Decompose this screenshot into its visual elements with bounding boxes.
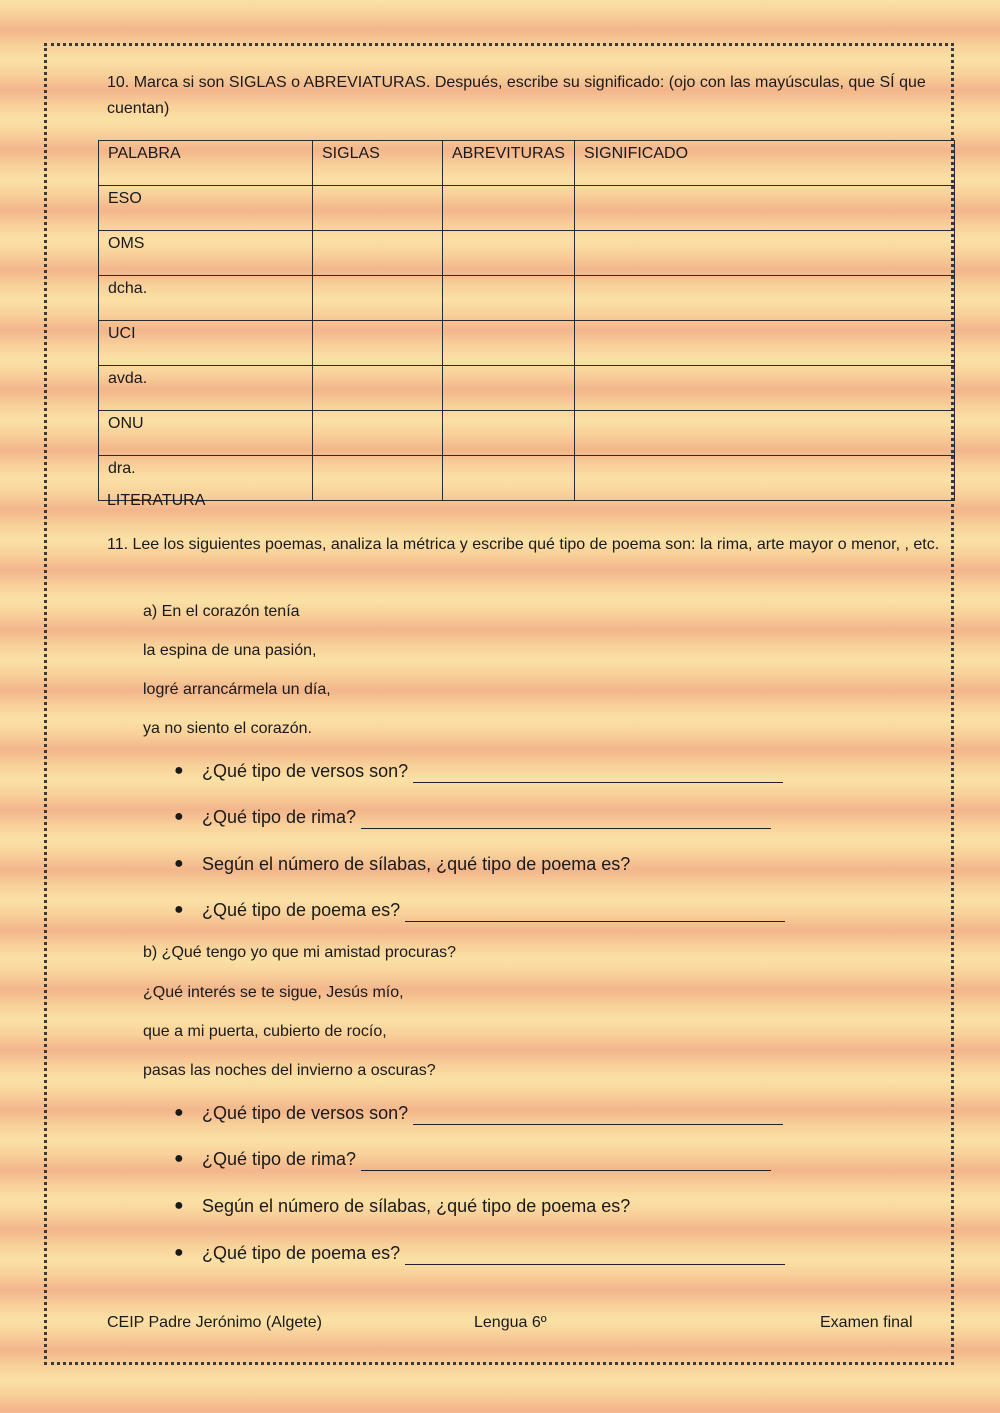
significado-cell[interactable] [575,411,955,456]
question-text: Según el número de sílabas, ¿qué tipo de poema es? [202,1196,631,1216]
bullet-icon: ● [174,762,184,779]
significado-cell[interactable] [575,456,955,501]
poem-a-line-2: la espina de una pasión, [143,642,317,659]
table-row [99,276,955,321]
poem-a-question-verses [174,759,783,783]
footer-school: CEIP Padre Jerónimo (Algete) [107,1314,322,1331]
poem-b-question-verses [174,1101,783,1125]
question-text: ¿Qué tipo de versos son? [202,761,409,781]
bullet-icon: ● [174,1244,184,1261]
footer-exam: Examen final [820,1314,913,1331]
answer-line[interactable] [405,1246,785,1265]
question-text: ¿Qué tipo de rima? [202,1149,357,1169]
bullet-icon: ● [174,1150,184,1167]
bullet-icon: ● [174,808,184,825]
question-text: Según el número de sílabas, ¿qué tipo de poema es? [202,854,631,874]
abreviaturas-cell[interactable] [443,186,575,231]
significado-cell[interactable] [575,276,955,321]
word-cell: avda. [99,366,313,411]
bullet-icon: ● [174,901,184,918]
siglas-table [98,140,955,501]
table-row [99,186,955,231]
poem-b-question-type [174,1241,785,1265]
header-abreviaturas: ABREVITURAS [443,141,575,186]
table-row [99,321,955,366]
answer-line[interactable] [405,903,785,922]
significado-cell[interactable] [575,321,955,366]
exercise-11-instruction: 11. Lee los siguientes poemas, analiza la métrica y escribe qué tipo de poema son: la rima, arte mayor o menor, , etc. [107,536,940,553]
siglas-cell[interactable] [313,456,443,501]
word-cell: dcha. [99,276,313,321]
significado-cell[interactable] [575,186,955,231]
word-cell: ONU [99,411,313,456]
word-cell: OMS [99,231,313,276]
header-significado: SIGNIFICADO [575,141,955,186]
abreviaturas-cell[interactable] [443,456,575,501]
footer-subject: Lengua 6º [474,1314,547,1331]
header-palabra: PALABRA [99,141,313,186]
table-row [99,411,955,456]
question-text: ¿Qué tipo de poema es? [202,900,401,920]
exercise-10-instruction: 10. Marca si son SIGLAS o ABREVIATURAS. Después, escribe su significado: (ojo con las mayúsculas, que SÍ que cuentan) [107,74,926,117]
section-title-literatura: LITERATURA [107,492,206,509]
answer-line[interactable] [413,764,783,783]
word-cell: UCI [99,321,313,366]
poem-b-question-syllables [174,1194,630,1218]
significado-cell[interactable] [575,231,955,276]
poem-a-question-type [174,898,785,922]
siglas-cell[interactable] [313,366,443,411]
word-cell: dra. [99,456,313,501]
poem-b-line-4: pasas las noches del invierno a oscuras? [143,1062,436,1079]
header-siglas: SIGLAS [313,141,443,186]
poem-b-line-3: que a mi puerta, cubierto de rocío, [143,1023,387,1040]
table-row [99,456,955,501]
siglas-cell[interactable] [313,231,443,276]
poem-a-line-3: logré arrancármela un día, [143,681,331,698]
siglas-cell[interactable] [313,276,443,321]
abreviaturas-cell[interactable] [443,411,575,456]
poem-a-question-rhyme [174,805,771,829]
abreviaturas-cell[interactable] [443,231,575,276]
bullet-icon: ● [174,1197,184,1214]
abreviaturas-cell[interactable] [443,321,575,366]
answer-line[interactable] [361,1152,771,1171]
poem-b-line-1: b) ¿Qué tengo yo que mi amistad procuras? [143,944,457,961]
poem-b-line-2: ¿Qué interés se te sigue, Jesús mío, [143,984,404,1001]
bullet-icon: ● [174,855,184,872]
table-row [99,366,955,411]
siglas-cell[interactable] [313,321,443,366]
question-text: ¿Qué tipo de poema es? [202,1243,401,1263]
abreviaturas-cell[interactable] [443,276,575,321]
siglas-cell[interactable] [313,411,443,456]
table-row [99,231,955,276]
question-text: ¿Qué tipo de versos son? [202,1103,409,1123]
significado-cell[interactable] [575,366,955,411]
siglas-cell[interactable] [313,186,443,231]
question-text: ¿Qué tipo de rima? [202,807,357,827]
poem-a-question-syllables [174,852,630,876]
answer-line[interactable] [361,810,771,829]
abreviaturas-cell[interactable] [443,366,575,411]
table-header-row [99,141,955,186]
answer-line[interactable] [413,1106,783,1125]
poem-a-line-1: a) En el corazón tenía [143,603,300,620]
poem-b-question-rhyme [174,1147,771,1171]
bullet-icon: ● [174,1104,184,1121]
poem-a-line-4: ya no siento el corazón. [143,720,312,737]
word-cell: ESO [99,186,313,231]
